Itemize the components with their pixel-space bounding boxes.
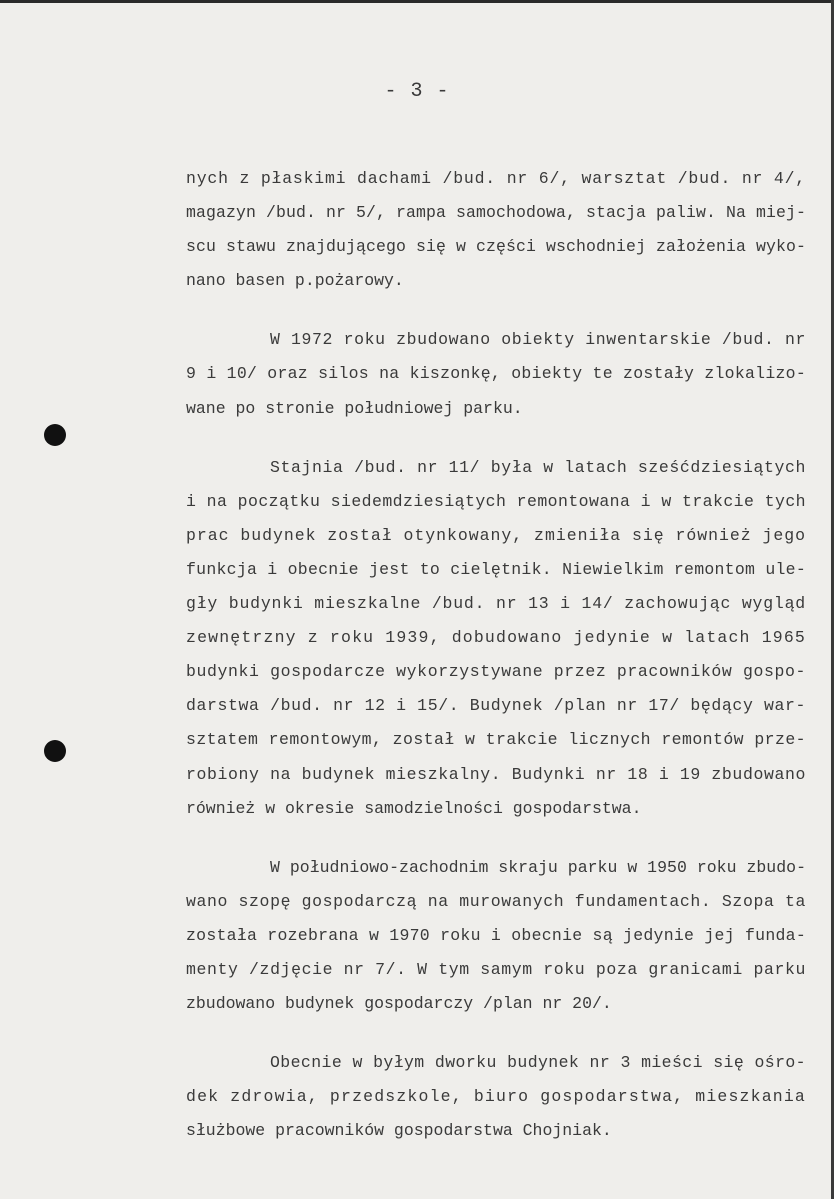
- text-line: gły budynki mieszkalne /bud. nr 13 i 14/ zachowując wygląd: [186, 594, 806, 614]
- scan-top-edge: [0, 0, 834, 3]
- punch-hole-upper: [44, 424, 66, 446]
- text-line: W 1972 roku zbudowano obiekty inwentarskie /bud. nr: [270, 330, 806, 350]
- text-line: prac budynek został otynkowany, zmieniła się również jego: [186, 525, 806, 545]
- text-line: sztatem remontowym, został w trakcie licznych remontów prze-: [186, 730, 806, 750]
- text-line: nych z płaskimi dachami /bud. nr 6/, warsztat /bud. nr 4/,: [186, 169, 806, 188]
- paragraph: [186, 323, 806, 425]
- text-line: scu stawu znajdującego się w części wschodniej założenia wyko-: [186, 237, 806, 257]
- text-line: dek zdrowia, przedszkole, biuro gospodarstwa, mieszkania: [186, 1087, 806, 1107]
- text-line: budynki gospodarcze wykorzystywane przez pracowników gospo-: [186, 662, 806, 682]
- body-text: [186, 162, 806, 1148]
- page-number: - 3 -: [384, 80, 450, 103]
- text-line: robiony na budynek mieszkalny. Budynki nr 18 i 19 zbudowano: [186, 764, 806, 784]
- text-line: darstwa /bud. nr 12 i 15/. Budynek /plan nr 17/ będący war-: [186, 696, 806, 716]
- text-line: funkcja i obecnie jest to cielętnik. Niewielkim remontom ule-: [186, 559, 806, 579]
- text-line: wane po stronie południowej parku.: [186, 398, 523, 418]
- paragraph: [186, 162, 806, 298]
- text-line: menty /zdjęcie nr 7/. W tym samym roku poza granicami parku: [186, 959, 806, 979]
- text-line: również w okresie samodzielności gospodarstwa.: [186, 798, 642, 818]
- text-line: magazyn /bud. nr 5/, rampa samochodowa, stacja paliw. Na miej-: [186, 203, 806, 223]
- paragraph: [186, 851, 806, 1021]
- text-line: 9 i 10/ oraz silos na kiszonkę, obiekty te zostały zlokalizo-: [186, 364, 806, 384]
- text-line: nano basen p.pożarowy.: [186, 271, 404, 291]
- paragraph: [186, 1046, 806, 1148]
- text-line: Stajnia /bud. nr 11/ była w latach sześćdziesiątych: [270, 457, 806, 477]
- text-line: służbowe pracowników gospodarstwa Chojniak.: [186, 1121, 612, 1141]
- text-line: wano szopę gospodarczą na murowanych fundamentach. Szopa ta: [186, 891, 806, 911]
- text-line: W południowo-zachodnim skraju parku w 1950 roku zbudo-: [270, 857, 806, 877]
- punch-hole-lower: [44, 740, 66, 762]
- text-line: i na początku siedemdziesiątych remontowana i w trakcie tych: [186, 491, 806, 511]
- paragraph: [186, 451, 806, 826]
- text-line: Obecnie w byłym dworku budynek nr 3 mieści się ośro-: [270, 1053, 806, 1073]
- text-line: została rozebrana w 1970 roku i obecnie są jedynie jej funda-: [186, 925, 806, 945]
- text-line: zewnętrzny z roku 1939, dobudowano jedynie w latach 1965: [186, 628, 806, 648]
- text-line: zbudowano budynek gospodarczy /plan nr 20/.: [186, 994, 612, 1014]
